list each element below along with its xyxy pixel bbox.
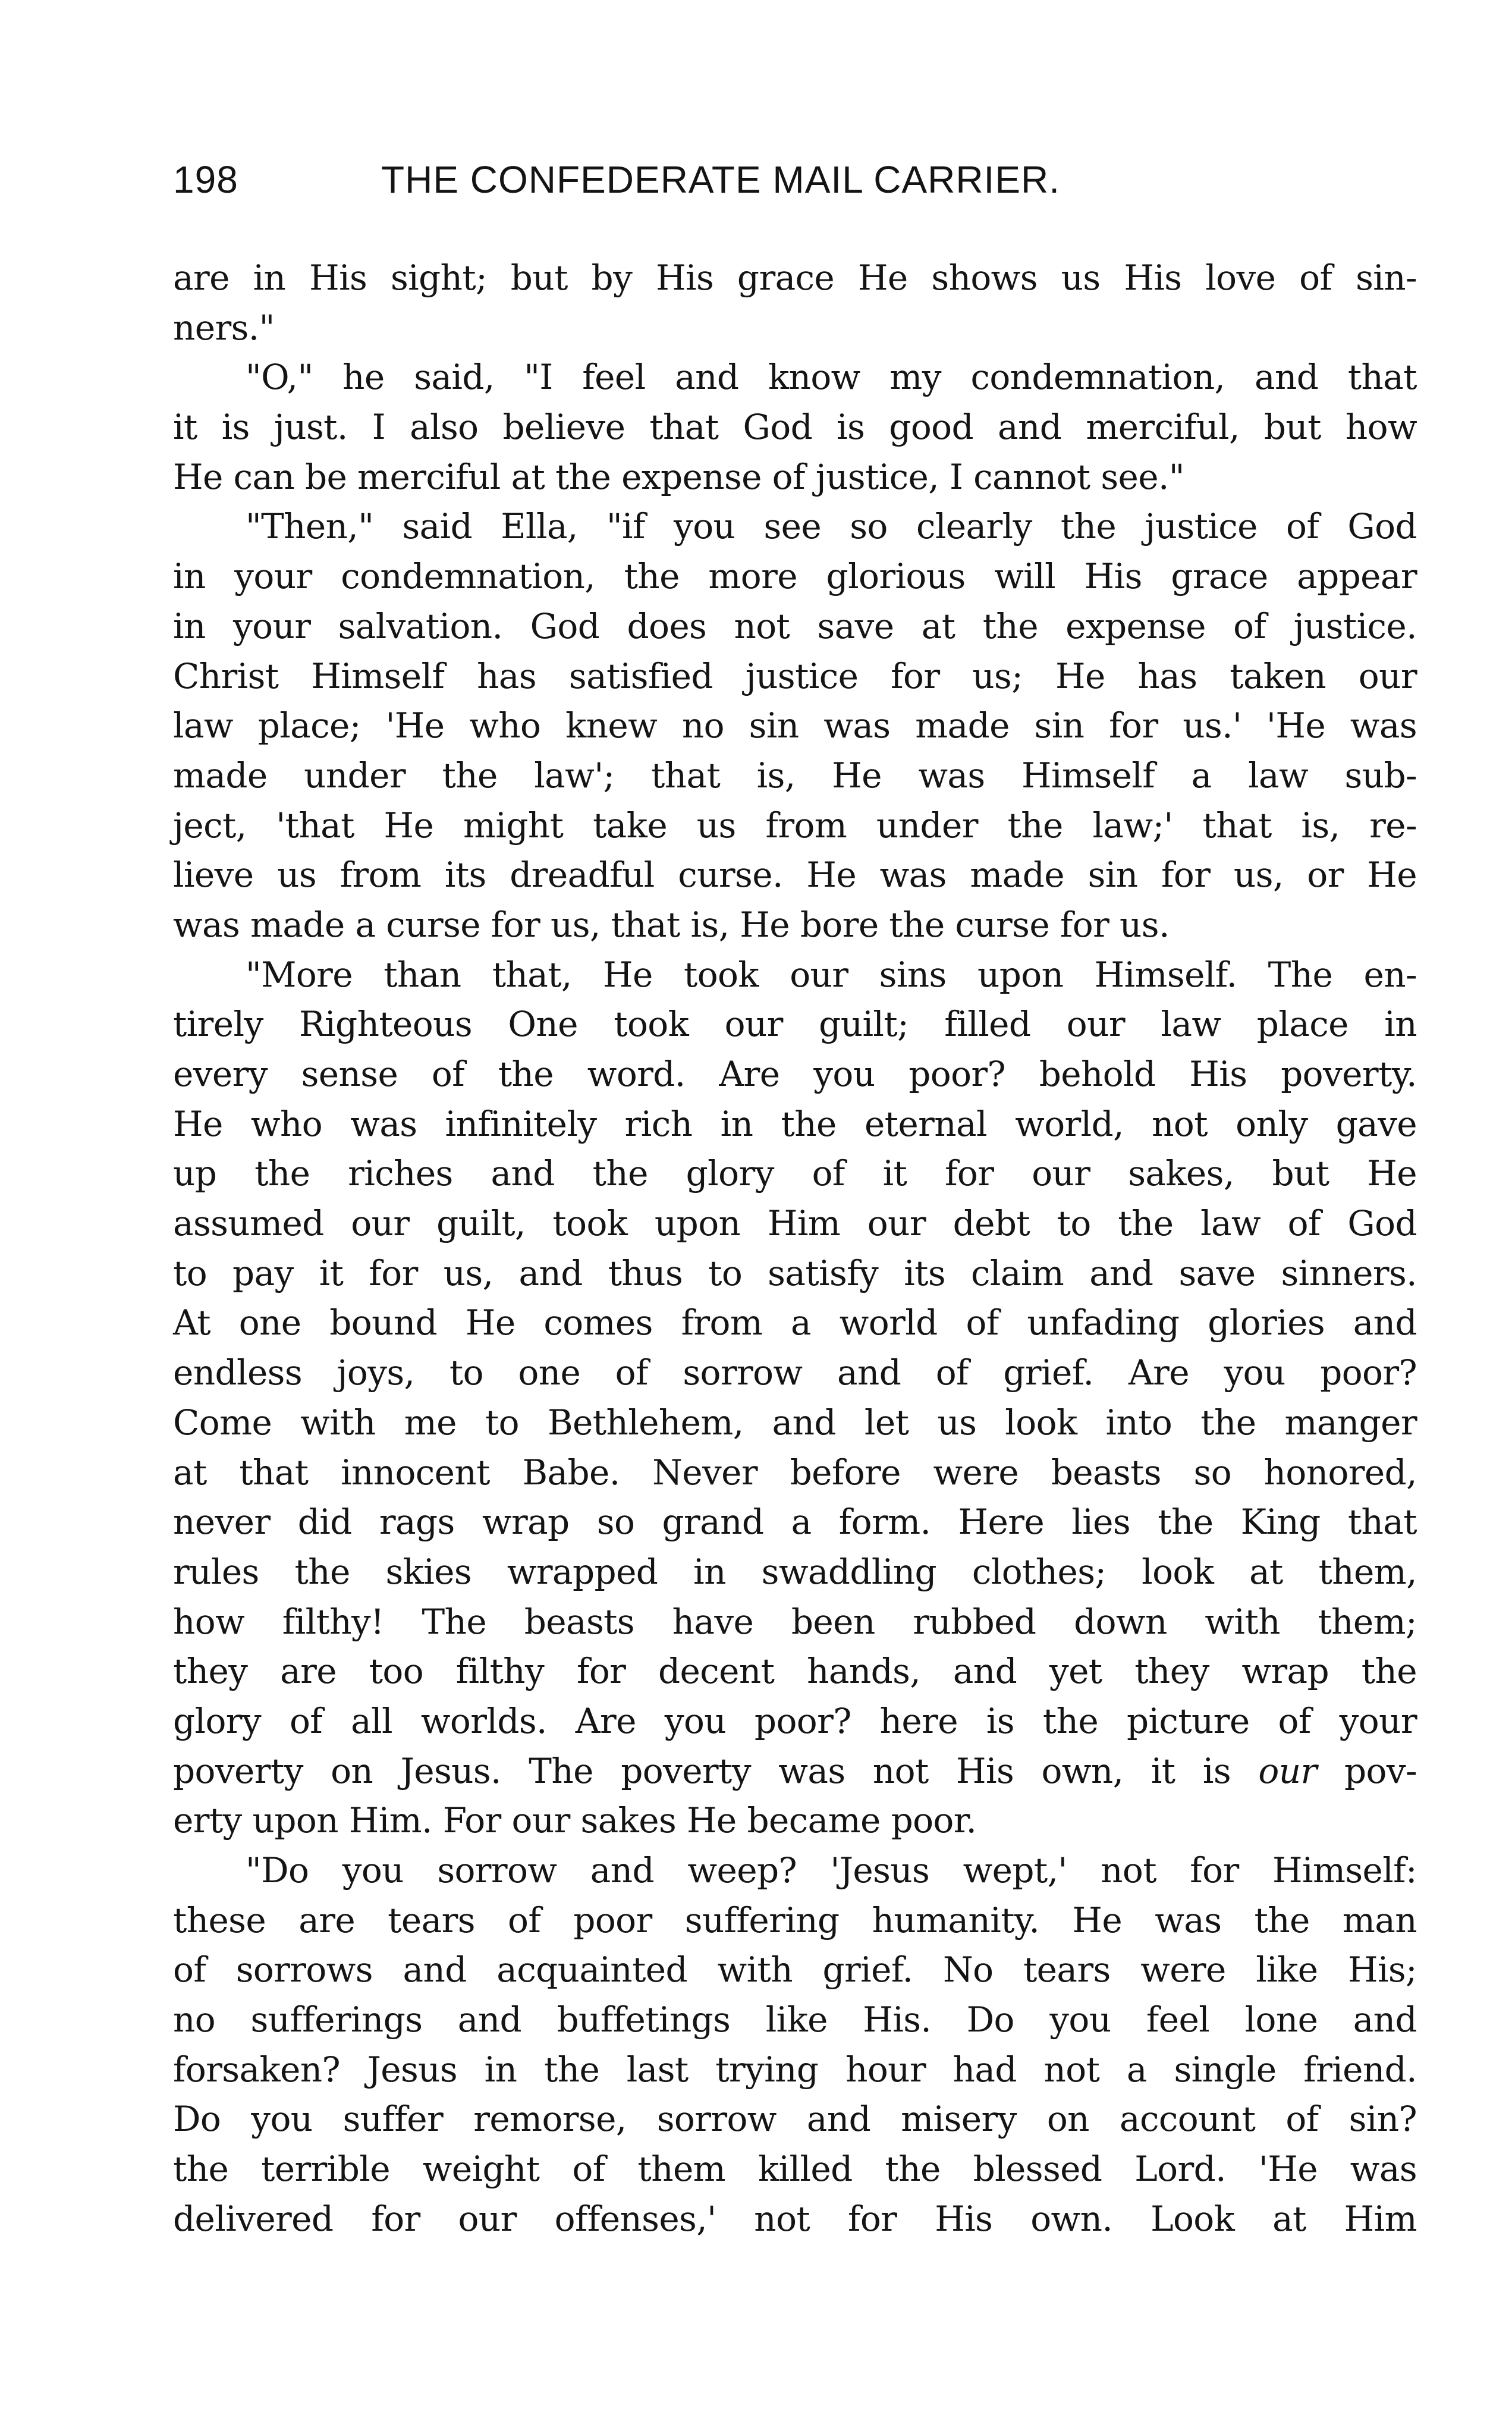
text-line: forsaken? Jesus in the last trying hour had not a single friend. <box>173 2049 1417 2090</box>
page-number: 198 <box>173 158 238 201</box>
text-line: He can be merciful at the expense of justice, I cannot see." <box>173 456 1184 497</box>
text-line: how filthy! The beasts have been rubbed down with them; <box>173 1601 1417 1642</box>
text-line: ject, 'that He might take us from under the law;' that is, re- <box>173 805 1417 846</box>
text-line: are in His sight; but by His grace He shows us His love of sin- <box>173 258 1417 298</box>
text-line: these are tears of poor suffering humanity. He was the man <box>173 1899 1417 1941</box>
text-line: At one bound He comes from a world of unfading glories and <box>173 1302 1417 1343</box>
text-line: Come with me to Bethlehem, and let us look into the manger <box>173 1402 1417 1443</box>
text-line: Christ Himself has satisfied justice for us; He has taken our <box>173 655 1417 696</box>
text-line <box>173 1747 1417 1797</box>
text-line: delivered for our offenses,' not for His own. Look at Him <box>173 2198 1417 2239</box>
text-line: the terrible weight of them killed the blessed Lord. 'He was <box>173 2149 1417 2190</box>
running-title: THE CONFEDERATE MAIL CARRIER. <box>381 158 1060 201</box>
body-text <box>173 253 1417 2244</box>
text-line: "Do you sorrow and weep? 'Jesus wept,' not for Himself: <box>246 1850 1417 1891</box>
text-line: "More than that, He took our sins upon Himself. The en- <box>246 954 1417 995</box>
text-segment: pov- <box>1316 1750 1417 1791</box>
text-segment: poverty on Jesus. The poverty was not His own, it is <box>173 1750 1259 1791</box>
text-line: in your salvation. God does not save at the expense of justice. <box>173 605 1417 646</box>
text-line: every sense of the word. Are you poor? behold His poverty. <box>173 1054 1417 1094</box>
text-line: rules the skies wrapped in swaddling clothes; look at them, <box>173 1551 1417 1592</box>
text-line: tirely Righteous One took our guilt; filled our law place in <box>173 1004 1417 1045</box>
text-line: they are too filthy for decent hands, and yet they wrap the <box>173 1651 1417 1692</box>
text-line: up the riches and the glory of it for our sakes, but He <box>173 1153 1417 1194</box>
text-line: glory of all worlds. Are you poor? here is the picture of your <box>173 1700 1417 1741</box>
text-line: in your condemnation, the more glorious will His grace appear <box>173 556 1417 597</box>
running-header <box>173 156 1422 203</box>
text-line: He who was infinitely rich in the eternal world, not only gave <box>173 1103 1417 1144</box>
text-line: made under the law'; that is, He was Himself a law sub- <box>173 755 1417 796</box>
text-line: was made a curse for us, that is, He bore the curse for us. <box>173 904 1170 945</box>
text-line: endless joys, to one of sorrow and of grief. Are you poor? <box>173 1352 1417 1393</box>
italic-word: our <box>1258 1750 1317 1791</box>
text-line: Do you suffer remorse, sorrow and misery on account of sin? <box>173 2099 1417 2140</box>
text-line: lieve us from its dreadful curse. He was made sin for us, or He <box>173 855 1417 896</box>
text-line: at that innocent Babe. Never before were beasts so honored, <box>173 1452 1417 1493</box>
text-line: assumed our guilt, took upon Him our debt to the law of God <box>173 1203 1417 1244</box>
text-line: ners." <box>173 307 275 348</box>
text-line: "O," he said, "I feel and know my condemnation, and that <box>246 357 1417 398</box>
text-line: no sufferings and buffetings like His. Do you feel lone and <box>173 1999 1417 2040</box>
text-line: "Then," said Ella, "if you see so clearly the justice of God <box>246 506 1417 547</box>
text-line: to pay it for us, and thus to satisfy its claim and save sinners. <box>173 1252 1417 1293</box>
text-line: of sorrows and acquainted with grief. No tears were like His; <box>173 1949 1417 1990</box>
text-line: it is just. I also believe that God is good and merciful, but how <box>173 407 1417 448</box>
text-line: never did rags wrap so grand a form. Here lies the King that <box>173 1502 1417 1543</box>
text-line: erty upon Him. For our sakes He became poor. <box>173 1800 977 1841</box>
text-line: law place; 'He who knew no sin was made sin for us.' 'He was <box>173 705 1417 746</box>
